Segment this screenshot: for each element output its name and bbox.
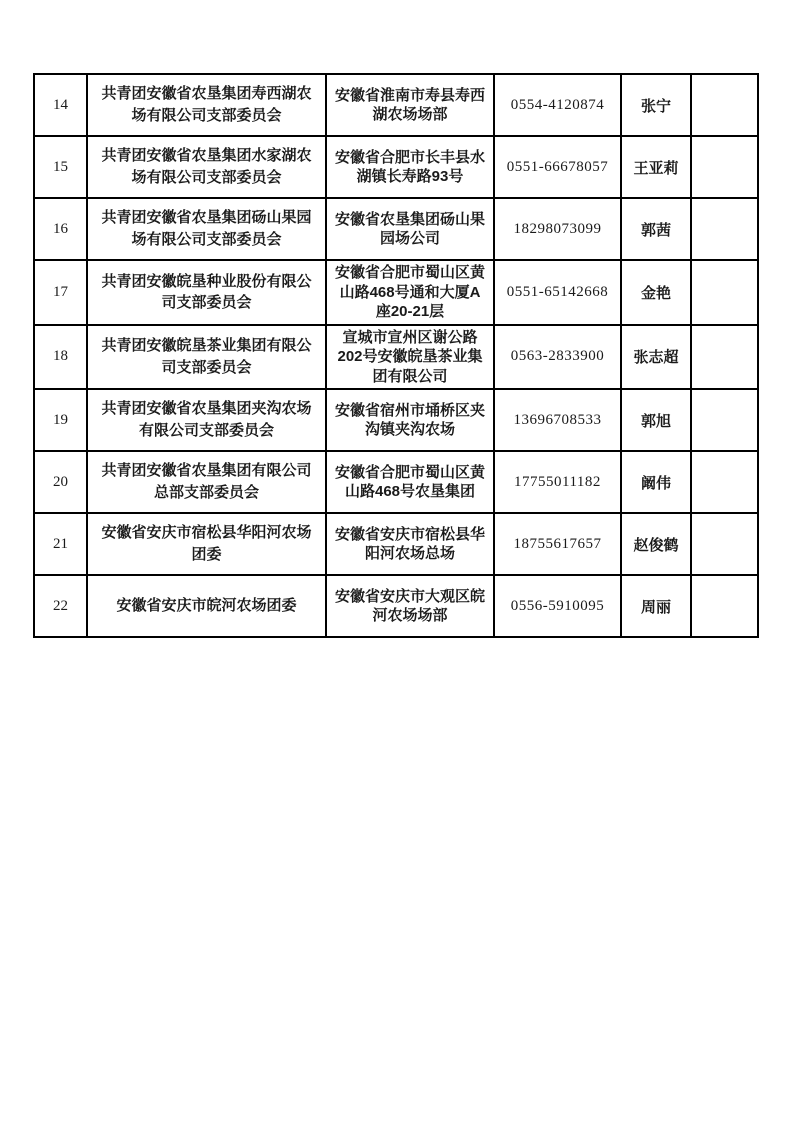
phone-cell: 13696708533 bbox=[494, 389, 621, 451]
row-number-cell: 21 bbox=[34, 513, 87, 575]
address-cell: 安徽省淮南市寿县寿西湖农场场部 bbox=[326, 74, 494, 136]
contact-cell: 王亚莉 bbox=[621, 136, 691, 198]
row-number-cell: 22 bbox=[34, 575, 87, 637]
org-name-cell: 共青团安徽省农垦集团砀山果园场有限公司支部委员会 bbox=[87, 198, 326, 260]
address-cell: 安徽省安庆市宿松县华阳河农场总场 bbox=[326, 513, 494, 575]
row-number-cell: 16 bbox=[34, 198, 87, 260]
contact-cell: 周丽 bbox=[621, 575, 691, 637]
phone-cell: 17755011182 bbox=[494, 451, 621, 513]
address-cell: 安徽省合肥市蜀山区黄山路468号农垦集团 bbox=[326, 451, 494, 513]
org-name-cell: 共青团安徽省农垦集团水家湖农场有限公司支部委员会 bbox=[87, 136, 326, 198]
table-row bbox=[34, 325, 758, 390]
row-number-cell: 17 bbox=[34, 260, 87, 325]
table-row bbox=[34, 74, 758, 136]
note-cell bbox=[691, 513, 758, 575]
row-number-cell: 20 bbox=[34, 451, 87, 513]
contact-cell: 赵俊鹤 bbox=[621, 513, 691, 575]
contact-cell: 郭旭 bbox=[621, 389, 691, 451]
phone-cell: 18298073099 bbox=[494, 198, 621, 260]
row-number-cell: 19 bbox=[34, 389, 87, 451]
row-number-cell: 14 bbox=[34, 74, 87, 136]
phone-cell: 0551-66678057 bbox=[494, 136, 621, 198]
contact-cell: 张志超 bbox=[621, 325, 691, 390]
phone-cell: 0563-2833900 bbox=[494, 325, 621, 390]
org-name-cell: 安徽省安庆市宿松县华阳河农场团委 bbox=[87, 513, 326, 575]
note-cell bbox=[691, 325, 758, 390]
note-cell bbox=[691, 575, 758, 637]
org-name-cell: 共青团安徽省农垦集团夹沟农场有限公司支部委员会 bbox=[87, 389, 326, 451]
org-contact-table bbox=[33, 73, 759, 638]
table-body bbox=[34, 74, 758, 637]
org-name-cell: 共青团安徽皖垦茶业集团有限公司支部委员会 bbox=[87, 325, 326, 390]
contact-cell: 阚伟 bbox=[621, 451, 691, 513]
table-row bbox=[34, 389, 758, 451]
contact-cell: 张宁 bbox=[621, 74, 691, 136]
row-number-cell: 18 bbox=[34, 325, 87, 390]
address-cell: 安徽省宿州市埇桥区夹沟镇夹沟农场 bbox=[326, 389, 494, 451]
note-cell bbox=[691, 451, 758, 513]
contact-cell: 金艳 bbox=[621, 260, 691, 325]
org-name-cell: 共青团安徽皖垦种业股份有限公司支部委员会 bbox=[87, 260, 326, 325]
address-cell: 安徽省合肥市长丰县水湖镇长寿路93号 bbox=[326, 136, 494, 198]
org-name-cell: 安徽省安庆市皖河农场团委 bbox=[87, 575, 326, 637]
table-row bbox=[34, 198, 758, 260]
phone-cell: 0554-4120874 bbox=[494, 74, 621, 136]
address-cell: 安徽省农垦集团砀山果园场公司 bbox=[326, 198, 494, 260]
table-row bbox=[34, 451, 758, 513]
note-cell bbox=[691, 74, 758, 136]
phone-cell: 18755617657 bbox=[494, 513, 621, 575]
table-row bbox=[34, 260, 758, 325]
note-cell bbox=[691, 389, 758, 451]
phone-cell: 0551-65142668 bbox=[494, 260, 621, 325]
note-cell bbox=[691, 198, 758, 260]
org-name-cell: 共青团安徽省农垦集团有限公司总部支部委员会 bbox=[87, 451, 326, 513]
address-cell: 安徽省合肥市蜀山区黄山路468号通和大厦A座20-21层 bbox=[326, 260, 494, 325]
note-cell bbox=[691, 260, 758, 325]
table-row bbox=[34, 575, 758, 637]
row-number-cell: 15 bbox=[34, 136, 87, 198]
contact-cell: 郭茜 bbox=[621, 198, 691, 260]
org-name-cell: 共青团安徽省农垦集团寿西湖农场有限公司支部委员会 bbox=[87, 74, 326, 136]
address-cell: 安徽省安庆市大观区皖河农场场部 bbox=[326, 575, 494, 637]
table-row bbox=[34, 136, 758, 198]
note-cell bbox=[691, 136, 758, 198]
phone-cell: 0556-5910095 bbox=[494, 575, 621, 637]
table-row bbox=[34, 513, 758, 575]
address-cell: 宣城市宣州区谢公路202号安徽皖垦茶业集团有限公司 bbox=[326, 325, 494, 390]
